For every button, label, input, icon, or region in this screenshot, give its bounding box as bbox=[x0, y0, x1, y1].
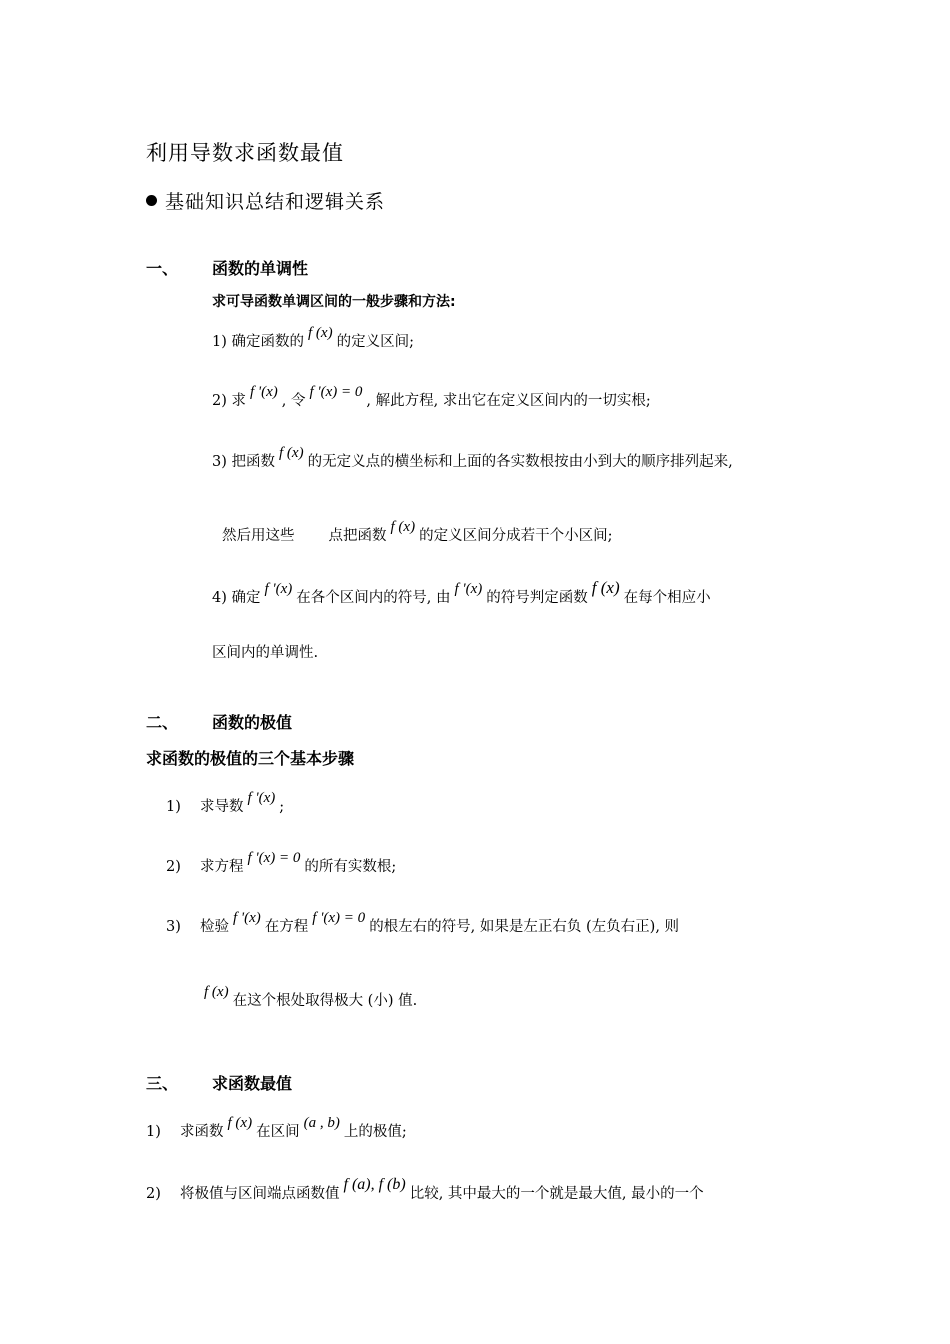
formula-fprime: f '(x) bbox=[250, 384, 278, 400]
text: 的根左右的符号, 如果是左正右负 (左负右正), 则 bbox=[369, 919, 680, 935]
formula-fx: f (x) bbox=[204, 984, 229, 1000]
text: 检验 bbox=[200, 919, 229, 935]
formula-interval: (a , b) bbox=[303, 1115, 340, 1131]
section2-heading bbox=[146, 710, 292, 733]
section1-step4 bbox=[212, 578, 711, 607]
document-title: 利用导数求函数最值 bbox=[146, 141, 344, 165]
formula-fprime: f '(x) bbox=[264, 581, 293, 597]
section1-step2 bbox=[212, 384, 651, 410]
text: 求导数 bbox=[200, 799, 244, 815]
text: ; bbox=[279, 799, 285, 815]
text: 的符号判定函数 bbox=[486, 590, 588, 606]
step-number: 1) bbox=[146, 1124, 161, 1140]
section1-step4-cont: 区间内的单调性. bbox=[212, 645, 319, 661]
section2-subheading: 求函数的极值的三个基本步骤 bbox=[146, 749, 355, 768]
section3-heading bbox=[146, 1071, 292, 1094]
text: 点把函数 bbox=[328, 528, 387, 544]
text: 的无定义点的横坐标和上面的各实数根按由小到大的顺序排列起来, bbox=[307, 454, 733, 470]
formula-fx: f (x) bbox=[390, 519, 416, 535]
text: 的定义区间分成若干个小区间; bbox=[419, 528, 613, 544]
text: 比较, 其中最大的一个就是最大值, 最小的一个 bbox=[409, 1186, 704, 1202]
text: 在区间 bbox=[256, 1124, 300, 1140]
formula-fprime: f '(x) bbox=[454, 581, 483, 597]
step-number: 3) bbox=[166, 919, 181, 935]
text: 3) 把函数 bbox=[212, 454, 275, 470]
section2-step2 bbox=[166, 850, 397, 876]
formula-endpoints: f (a), f (b) bbox=[343, 1176, 406, 1193]
section1-step3-cont bbox=[222, 519, 613, 545]
text: , 令 bbox=[281, 393, 306, 409]
text: 在每个相应小 bbox=[623, 590, 711, 606]
section2-number: 二、 bbox=[146, 713, 179, 732]
text: 的所有实数根; bbox=[304, 859, 397, 875]
formula-fx: f (x) bbox=[591, 578, 620, 597]
section2-step3 bbox=[166, 910, 680, 936]
formula-fx: f (x) bbox=[279, 445, 304, 461]
bullet-icon bbox=[146, 195, 157, 206]
text: 然后用这些 bbox=[222, 528, 295, 544]
step-number: 1) bbox=[166, 799, 181, 815]
section2-step3-cont bbox=[200, 984, 418, 1010]
section1-number: 一、 bbox=[146, 259, 179, 278]
formula-fprime-eq-zero: f '(x) = 0 bbox=[247, 850, 301, 866]
formula-fprime-eq-zero: f '(x) = 0 bbox=[312, 910, 366, 926]
text: 求方程 bbox=[200, 859, 244, 875]
text: 1) 确定函数的 bbox=[212, 334, 304, 350]
section2-title: 函数的极值 bbox=[212, 713, 293, 732]
text: 上的极值; bbox=[343, 1124, 407, 1140]
formula-fprime: f '(x) bbox=[247, 790, 276, 806]
step-number: 2) bbox=[146, 1186, 161, 1202]
text: 求函数 bbox=[180, 1124, 224, 1140]
text: 在各个区间内的符号, 由 bbox=[296, 590, 451, 606]
formula-fx: f (x) bbox=[227, 1115, 253, 1131]
text: 在这个根处取得极大 (小) 值. bbox=[232, 993, 418, 1009]
formula-fprime: f '(x) bbox=[233, 910, 261, 926]
text: 的定义区间; bbox=[336, 334, 414, 350]
section1-subheading: 求可导函数单调区间的一般步骤和方法: bbox=[212, 294, 456, 310]
section1-heading bbox=[146, 256, 308, 279]
section3-title: 求函数最值 bbox=[212, 1074, 293, 1093]
formula-fprime-eq-zero: f '(x) = 0 bbox=[309, 384, 363, 400]
step-number: 2) bbox=[166, 859, 181, 875]
section3-number: 三、 bbox=[146, 1074, 179, 1093]
text: , 解此方程, 求出它在定义区间内的一切实根; bbox=[366, 393, 651, 409]
section3-step2 bbox=[146, 1176, 704, 1203]
section3-step1 bbox=[146, 1115, 407, 1141]
formula-fx: f (x) bbox=[308, 325, 333, 341]
text: 4) 确定 bbox=[212, 590, 261, 606]
section2-step1 bbox=[166, 790, 285, 816]
text: 将极值与区间端点函数值 bbox=[180, 1186, 340, 1202]
section1-step1 bbox=[212, 325, 414, 351]
subtitle bbox=[146, 187, 385, 214]
text: 2) 求 bbox=[212, 393, 246, 409]
section1-title: 函数的单调性 bbox=[212, 259, 309, 278]
section1-step3 bbox=[212, 445, 733, 471]
subtitle-text: 基础知识总结和逻辑关系 bbox=[165, 191, 386, 213]
text: 在方程 bbox=[264, 919, 309, 935]
